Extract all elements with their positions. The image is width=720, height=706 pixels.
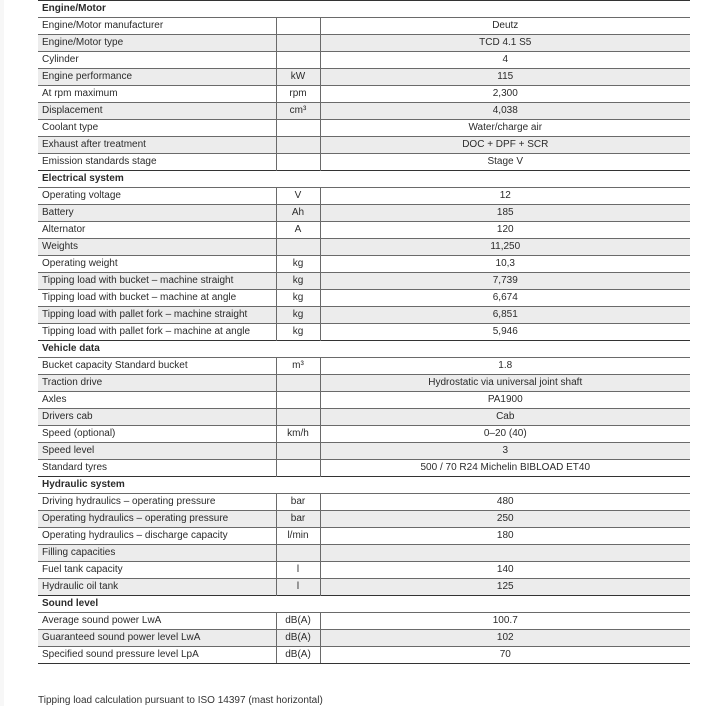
- table-row: [38, 222, 690, 239]
- row-value: 102: [320, 630, 690, 647]
- row-unit: [276, 443, 320, 460]
- row-label: Fuel tank capacity: [38, 562, 276, 579]
- row-unit: kg: [276, 273, 320, 290]
- row-value: 6,851: [320, 307, 690, 324]
- row-label: Traction drive: [38, 375, 276, 392]
- row-value: DOC + DPF + SCR: [320, 137, 690, 154]
- table-row: [38, 358, 690, 375]
- row-label: Exhaust after treatment: [38, 137, 276, 154]
- section-title: Sound level: [38, 596, 690, 613]
- row-unit: kg: [276, 307, 320, 324]
- row-value: 250: [320, 511, 690, 528]
- row-value: Cab: [320, 409, 690, 426]
- row-value: TCD 4.1 S5: [320, 35, 690, 52]
- row-unit: dB(A): [276, 613, 320, 630]
- row-unit: km/h: [276, 426, 320, 443]
- row-unit: l: [276, 562, 320, 579]
- section-header-hydraulic-system: [38, 477, 690, 494]
- row-label: Cylinder: [38, 52, 276, 69]
- row-value: 11,250: [320, 239, 690, 256]
- row-label: Tipping load with pallet fork – machine straight: [38, 307, 276, 324]
- table-row: [38, 69, 690, 86]
- row-value: Stage V: [320, 154, 690, 171]
- table-row: [38, 256, 690, 273]
- row-label: Engine performance: [38, 69, 276, 86]
- row-unit: rpm: [276, 86, 320, 103]
- row-label: Tipping load with bucket – machine at angle: [38, 290, 276, 307]
- row-value: 7,739: [320, 273, 690, 290]
- table-row: [38, 103, 690, 120]
- row-unit: [276, 35, 320, 52]
- table-row: [38, 545, 690, 562]
- table-row: [38, 443, 690, 460]
- row-value: 10,3: [320, 256, 690, 273]
- row-label: Battery: [38, 205, 276, 222]
- section-header-engine-motor: [38, 1, 690, 18]
- row-label: Filling capacities: [38, 545, 276, 562]
- row-unit: [276, 120, 320, 137]
- table-row: [38, 647, 690, 664]
- table-row: [38, 154, 690, 171]
- row-value: [320, 545, 690, 562]
- row-value: 0–20 (40): [320, 426, 690, 443]
- row-unit: [276, 460, 320, 477]
- table-row: [38, 52, 690, 69]
- row-label: Bucket capacity Standard bucket: [38, 358, 276, 375]
- row-unit: [276, 239, 320, 256]
- section-title: Hydraulic system: [38, 477, 690, 494]
- row-unit: [276, 392, 320, 409]
- table-row: [38, 528, 690, 545]
- table-row: [38, 426, 690, 443]
- row-value: 6,674: [320, 290, 690, 307]
- section-header-vehicle-data: [38, 341, 690, 358]
- row-label: Emission standards stage: [38, 154, 276, 171]
- section-header-sound-level: [38, 596, 690, 613]
- row-label: Specified sound pressure level LpA: [38, 647, 276, 664]
- row-label: Alternator: [38, 222, 276, 239]
- row-label: Standard tyres: [38, 460, 276, 477]
- row-label: Operating hydraulics – discharge capacity: [38, 528, 276, 545]
- row-unit: l: [276, 579, 320, 596]
- row-unit: [276, 375, 320, 392]
- row-value: 140: [320, 562, 690, 579]
- table-row: [38, 137, 690, 154]
- table-row: [38, 511, 690, 528]
- row-unit: [276, 154, 320, 171]
- row-value: 70: [320, 647, 690, 664]
- row-value: 120: [320, 222, 690, 239]
- row-unit: bar: [276, 494, 320, 511]
- row-value: 4,038: [320, 103, 690, 120]
- row-unit: [276, 18, 320, 35]
- row-unit: kg: [276, 324, 320, 341]
- row-value: 125: [320, 579, 690, 596]
- section-header-electrical-system: [38, 171, 690, 188]
- table-row: [38, 392, 690, 409]
- row-label: Coolant type: [38, 120, 276, 137]
- table-row: [38, 409, 690, 426]
- row-value: 12: [320, 188, 690, 205]
- table-row: [38, 613, 690, 630]
- row-label: Engine/Motor type: [38, 35, 276, 52]
- row-value: Water/charge air: [320, 120, 690, 137]
- row-unit: A: [276, 222, 320, 239]
- row-label: Tipping load with pallet fork – machine at angle: [38, 324, 276, 341]
- row-label: At rpm maximum: [38, 86, 276, 103]
- row-unit: cm³: [276, 103, 320, 120]
- section-title: Electrical system: [38, 171, 690, 188]
- row-unit: V: [276, 188, 320, 205]
- row-value: 1.8: [320, 358, 690, 375]
- row-unit: Ah: [276, 205, 320, 222]
- row-unit: [276, 409, 320, 426]
- row-value: 2,300: [320, 86, 690, 103]
- row-value: 480: [320, 494, 690, 511]
- table-row: [38, 290, 690, 307]
- table-row: [38, 494, 690, 511]
- row-label: Displacement: [38, 103, 276, 120]
- row-label: Speed (optional): [38, 426, 276, 443]
- row-value: 500 / 70 R24 Michelin BIBLOAD ET40: [320, 460, 690, 477]
- row-value: 115: [320, 69, 690, 86]
- row-value: 4: [320, 52, 690, 69]
- table-row: [38, 18, 690, 35]
- row-label: Operating voltage: [38, 188, 276, 205]
- row-label: Average sound power LwA: [38, 613, 276, 630]
- table-row: [38, 205, 690, 222]
- row-label: Engine/Motor manufacturer: [38, 18, 276, 35]
- table-row: [38, 562, 690, 579]
- row-label: Operating hydraulics – operating pressure: [38, 511, 276, 528]
- footnote: Tipping load calculation pursuant to ISO 14397 (mast horizontal): [38, 695, 323, 706]
- row-value: PA1900: [320, 392, 690, 409]
- row-label: Tipping load with bucket – machine straight: [38, 273, 276, 290]
- row-value: 180: [320, 528, 690, 545]
- table-row: [38, 324, 690, 341]
- row-unit: l/min: [276, 528, 320, 545]
- specifications-table: [38, 0, 690, 664]
- row-unit: kg: [276, 290, 320, 307]
- table-row: [38, 630, 690, 647]
- row-label: Drivers cab: [38, 409, 276, 426]
- table-row: [38, 307, 690, 324]
- row-value: 185: [320, 205, 690, 222]
- row-label: Driving hydraulics – operating pressure: [38, 494, 276, 511]
- spec-sheet-page: [4, 0, 720, 706]
- row-unit: [276, 545, 320, 562]
- section-title: Vehicle data: [38, 341, 690, 358]
- row-unit: [276, 137, 320, 154]
- row-label: Operating weight: [38, 256, 276, 273]
- table-row: [38, 188, 690, 205]
- row-value: Deutz: [320, 18, 690, 35]
- row-value: 3: [320, 443, 690, 460]
- row-unit: kW: [276, 69, 320, 86]
- table-row: [38, 579, 690, 596]
- row-label: Guaranteed sound power level LwA: [38, 630, 276, 647]
- row-unit: dB(A): [276, 647, 320, 664]
- table-row: [38, 273, 690, 290]
- table-row: [38, 86, 690, 103]
- table-row: [38, 120, 690, 137]
- row-label: Weights: [38, 239, 276, 256]
- row-label: Axles: [38, 392, 276, 409]
- row-value: Hydrostatic via universal joint shaft: [320, 375, 690, 392]
- row-value: 5,946: [320, 324, 690, 341]
- row-unit: m³: [276, 358, 320, 375]
- table-row: [38, 375, 690, 392]
- row-label: Hydraulic oil tank: [38, 579, 276, 596]
- table-row: [38, 460, 690, 477]
- row-unit: [276, 52, 320, 69]
- row-unit: dB(A): [276, 630, 320, 647]
- section-title: Engine/Motor: [38, 1, 690, 18]
- table-row: [38, 35, 690, 52]
- row-value: 100.7: [320, 613, 690, 630]
- row-unit: kg: [276, 256, 320, 273]
- table-row: [38, 239, 690, 256]
- row-unit: bar: [276, 511, 320, 528]
- row-label: Speed level: [38, 443, 276, 460]
